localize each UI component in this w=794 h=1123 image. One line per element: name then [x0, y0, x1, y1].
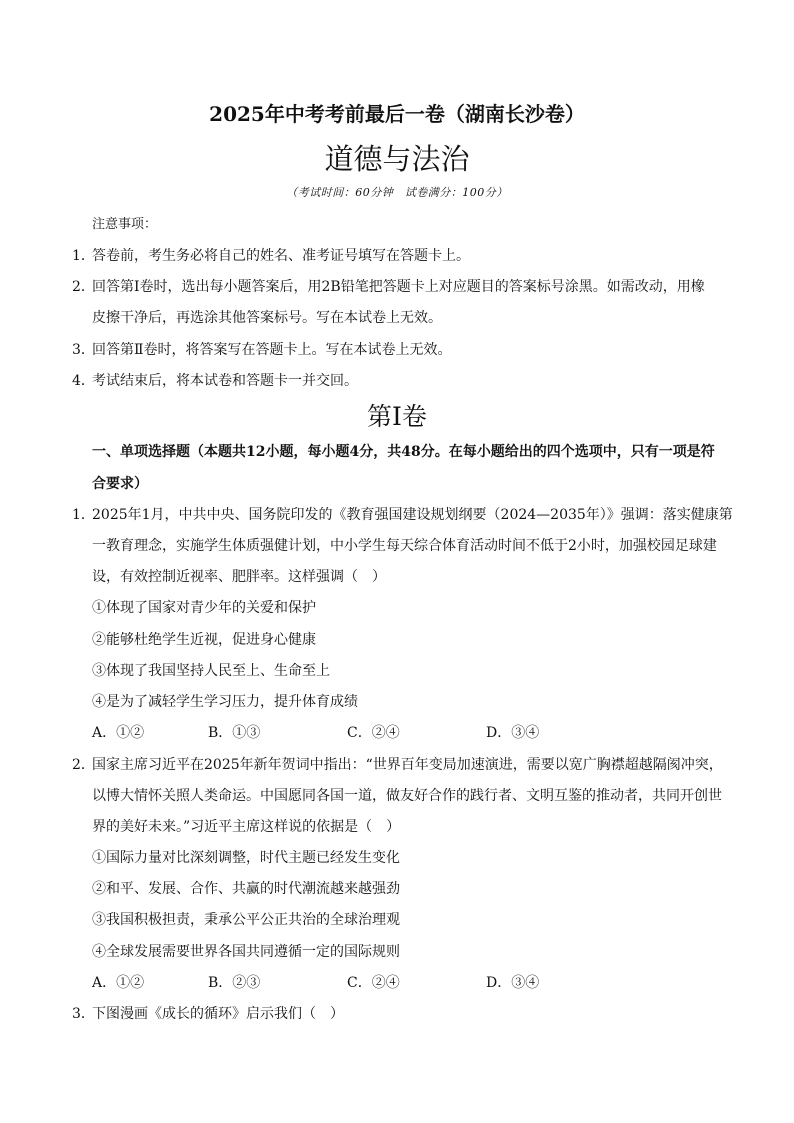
question-statement: ②能够杜绝学生近视，促进身心健康: [92, 632, 316, 648]
question-statement: ③我国积极担责，秉承公平公正共治的全球治理观: [92, 912, 400, 928]
section-instruction: 合要求）: [92, 476, 148, 492]
notice-item-text: 考试结束后，将本试卷和答题卡一并交回。: [92, 373, 358, 389]
exam-title: 2025年中考考前最后一卷（湖南长沙卷）: [209, 102, 585, 126]
question-stem: 下图漫画《成长的循环》启示我们（ ）: [92, 1006, 344, 1022]
answer-option-b: B．②③: [208, 975, 261, 991]
notice-item-number: 3．: [72, 342, 95, 358]
notice-item-text: 回答第Ⅱ卷时，将答案写在答题卡上。写在本试卷上无效。: [92, 342, 452, 358]
question-stem: 2025年1月，中共中央、国务院印发的《教育强国建设规划纲要（2024—2035年）》强调：落实健康第: [92, 507, 733, 523]
question-statement: ④是为了减轻学生学习压力，提升体育成绩: [92, 694, 358, 710]
notice-heading: 注意事项：: [92, 217, 158, 232]
question-stem: 以博大情怀关照人类命运。中国愿同各国一道，做友好合作的践行者、文明互鉴的推动者，共同开创世: [92, 788, 722, 804]
question-stem: 一教育理念，实施学生体质强健计划，中小学生每天综合体育活动时间不低于2小时，加强校园足球建: [92, 538, 717, 554]
question-number: 1．: [72, 507, 95, 523]
question-statement: ①体现了国家对青少年的关爱和保护: [92, 600, 316, 616]
question-statement: ②和平、发展、合作、共赢的时代潮流越来越强劲: [92, 881, 400, 897]
answer-option-c: C．②④: [347, 975, 400, 991]
question-stem: 国家主席习近平在2025年新年贺词中指出：“世界百年变局加速演进，需要以宽广胸襟超越隔阂冲突，: [92, 757, 723, 773]
question-statement: ①国际力量对比深刻调整，时代主题已经发生变化: [92, 850, 400, 866]
question-number: 2．: [72, 757, 95, 773]
section-title: 第Ⅰ卷: [367, 402, 427, 431]
notice-item-number: 4．: [72, 373, 95, 389]
question-statement: ③体现了我国坚持人民至上、生命至上: [92, 663, 330, 679]
answer-option-a: A．①②: [92, 975, 145, 991]
answer-option-a: A．①②: [92, 725, 145, 741]
question-stem: 界的美好未来。”习近平主席这样说的依据是（ ）: [92, 819, 401, 835]
notice-item-text: 答卷前，考生务必将自己的姓名、准考证号填写在答题卡上。: [92, 248, 470, 264]
answer-option-c: C．②④: [347, 725, 400, 741]
question-number: 3．: [72, 1006, 95, 1022]
section-instruction: 一、单项选择题（本题共12小题，每小题4分，共48分。在每小题给出的四个选项中，只有一项是符: [92, 444, 715, 460]
exam-info: （考试时间：60分钟 试卷满分：100分）: [286, 186, 508, 199]
notice-item-number: 1．: [72, 248, 95, 264]
question-statement: ④全球发展需要世界各国共同遵循一定的国际规则: [92, 944, 400, 960]
answer-option-d: D．③④: [486, 975, 540, 991]
answer-option-d: D．③④: [486, 725, 540, 741]
question-stem: 设，有效控制近视率、肥胖率。这样强调（ ）: [92, 569, 386, 585]
notice-item-text: 回答第Ⅰ卷时，选出每小题答案后，用2B铅笔把答题卡上对应题目的答案标号涂黑。如需改动，用橡: [92, 279, 705, 295]
answer-option-b: B．①③: [208, 725, 261, 741]
notice-item-number: 2．: [72, 279, 95, 295]
notice-item-text: 皮擦干净后，再选涂其他答案标号。写在本试卷上无效。: [92, 310, 442, 326]
subject-title: 道德与法治: [324, 142, 470, 176]
